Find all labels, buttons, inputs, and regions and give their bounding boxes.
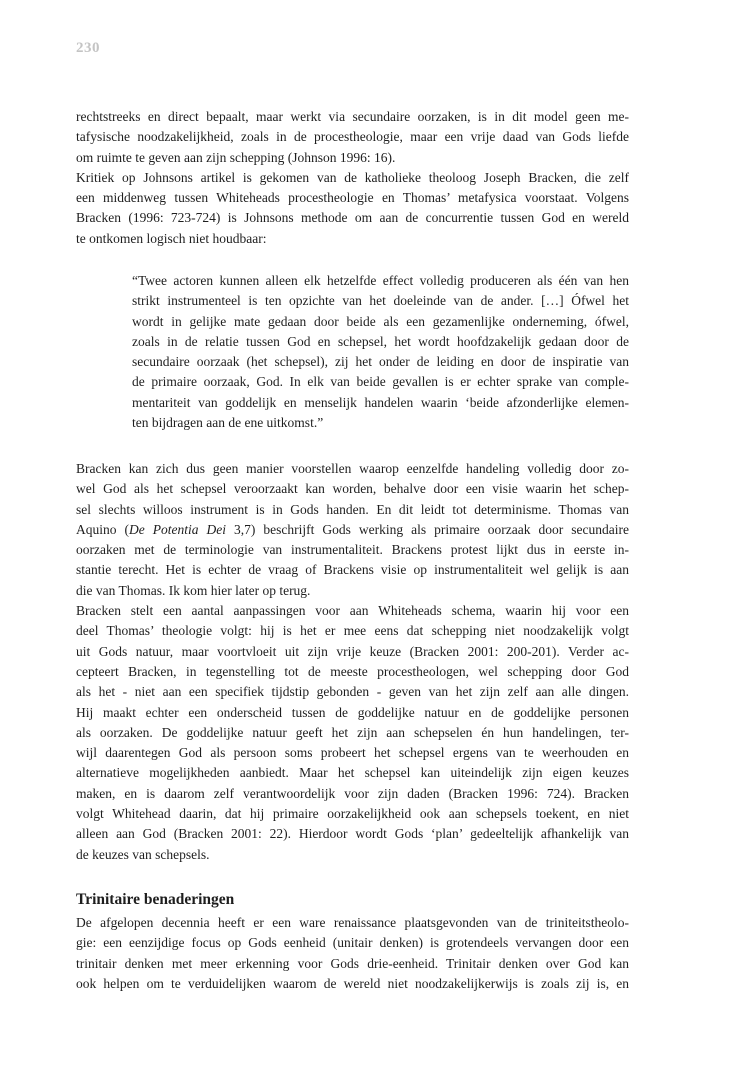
- paragraph-3-line: die van Thomas. Ik kom hier later op terug.: [76, 582, 311, 598]
- paragraph-1-line: rechtstreeks en direct bepaalt, maar werkt via secundaire oorzaken, is in dit model geen me-: [76, 109, 629, 124]
- paragraph-4-line: als oorzaken. De goddelijke natuur geeft het zijn aan schepselen én hun handelingen, ter-: [76, 724, 629, 740]
- body-text-middle: [76, 459, 629, 865]
- quote-line: de primaire oorzaak, God. In elk van beide gevallen is er echter sprake van comple-: [132, 374, 629, 390]
- paragraph-5-line: trinitair denken met meer erkenning voor Gods drie-eenheid. Trinitair denken over God kan: [76, 955, 629, 971]
- work-title-italic: De Potentia Dei: [129, 521, 226, 537]
- paragraph-4-line: alleen aan God (Bracken 2001: 22). Hierdoor wordt Gods ‘plan’ gedeeltelijk afhankelijk van: [76, 826, 629, 842]
- quote-line: zoals in de relatie tussen God en schepsel, het wordt hoofdzakelijk gedaan door de: [132, 333, 629, 349]
- paragraph-3-line: wel God als het schepsel veroorzaakt kan worden, behalve door een visie waarin het schep-: [76, 481, 629, 497]
- paragraph-4-line: als het - niet aan een specifiek tijdstip gebonden - geven van het zijn zelf aan alle dingen.: [76, 684, 629, 700]
- body-text-bottom: [76, 913, 629, 994]
- paragraph-4-line: Hij maakt echter een onderscheid tussen de goddelijke natuur en de goddelijke personen: [76, 704, 629, 720]
- paragraph-2-line: Bracken (1996: 723-724) is Johnsons methode om aan de concurrentie tussen God en wereld: [76, 210, 629, 226]
- paragraph-3-line: Bracken kan zich dus geen manier voorstellen waarop eenzelfde handeling volledig door zo-: [76, 461, 629, 476]
- paragraph-2-line: Kritiek op Johnsons artikel is gekomen van de katholieke theoloog Joseph Bracken, die zelf: [76, 169, 629, 185]
- page-number: 230: [76, 40, 100, 56]
- paragraph-4-line: maken, en is daarom zelf verantwoordelijk voor zijn daden (Bracken 1996: 724). Bracken: [76, 785, 629, 801]
- paragraph-1-line: tafysische noodzakelijkheid, zoals in de procestheologie, maar een vrije daad van Gods liefde: [76, 129, 629, 145]
- paragraph-3-line: oorzaken met de terminologie van instrumentaliteit. Brackens protest lijkt dus in eerste in-: [76, 542, 629, 558]
- block-quote: [132, 271, 629, 433]
- paragraph-3-line: stantie terecht. Het is echter de vraag of Brackens visie op instrumentaliteit wel gelijk is aan: [76, 562, 629, 578]
- body-text-top: [76, 107, 629, 249]
- quote-line: strikt instrumenteel is ten opzichte van het doeleinde van de ander. […] Ófwel het: [132, 293, 629, 309]
- paragraph-5-line: De afgelopen decennia heeft er een ware renaissance plaatsgevonden van de triniteitstheolo-: [76, 915, 629, 930]
- paragraph-4-line: cepteert Bracken, in tegenstelling tot de meeste procestheologen, wel schepping door God: [76, 663, 629, 679]
- paragraph-4-line: volgt Whitehead daarin, dat hij primaire oorzakelijkheid ook aan schepsels toekent, en niet: [76, 806, 629, 822]
- paragraph-2-line: te ontkomen logisch niet houdbaar:: [76, 230, 267, 246]
- paragraph-4-line: uit Gods natuur, maar voortvloeit uit zijn vrije keuze (Bracken 2001: 200-201). Verder ac-: [76, 643, 629, 659]
- paragraph-3-line: sel slechts willoos instrument is in Gods handen. En dit leidt tot determinisme. Thomas van: [76, 501, 629, 517]
- quote-line: secundaire oorzaak (het schepsel), zij het onder de leiding en door de inspiratie van: [132, 354, 629, 370]
- paragraph-4-line: de keuzes van schepsels.: [76, 846, 210, 862]
- quote-line: wordt in gelijke mate gedaan door beide als een gezamenlijke onderneming, ófwel,: [132, 313, 629, 329]
- paragraph-4-line: wijl daarentegen God als persoon soms probeert het schepsel ergens van te weerhouden en: [76, 745, 629, 761]
- paragraph-4-line: alternatieve mogelijkheden aanbiedt. Maar het schepsel kan uiteindelijk zijn eigen keuzes: [76, 765, 629, 781]
- paragraph-1-line: om ruimte te geven aan zijn schepping (Johnson 1996: 16).: [76, 149, 396, 165]
- quote-line: mentariteit van goddelijk en menselijk handelen waarin ‘beide afzonderlijke elemen-: [132, 394, 629, 410]
- paragraph-4-line: Bracken stelt een aantal aanpassingen voor aan Whiteheads schema, waarin hij voor een: [76, 603, 629, 619]
- quote-line: ten bijdragen aan de ene uitkomst.”: [132, 415, 324, 431]
- paragraph-3-line-4-post: 3,7) beschrijft Gods werking als primaire oorzaak door secundaire: [225, 521, 629, 537]
- paragraph-4-line: deel Thomas’ theologie volgt: hij is het er mee eens dat schepping niet noodzakelijk volgt: [76, 623, 629, 639]
- paragraph-3-line-4-pre: Aquino (: [76, 521, 129, 537]
- paragraph-3-line: [76, 520, 629, 540]
- quote-line: “Twee actoren kunnen alleen elk hetzelfde effect volledig produceren als één van hen: [132, 273, 629, 288]
- paragraph-5-line: gie: een eenzijdige focus op Gods eenheid (unitair denken) is grotendeels vervangen door een: [76, 935, 629, 951]
- paragraph-2-line: een middenweg tussen Whiteheads procestheologie en Thomas’ metafysica voorstaat. Volgens: [76, 190, 629, 206]
- paragraph-5-line: ook helpen om te verduidelijken waarom de wereld niet noodzakelijkerwijs is zoals zij is, en: [76, 975, 629, 991]
- section-heading: Trinitaire benaderingen: [76, 891, 235, 908]
